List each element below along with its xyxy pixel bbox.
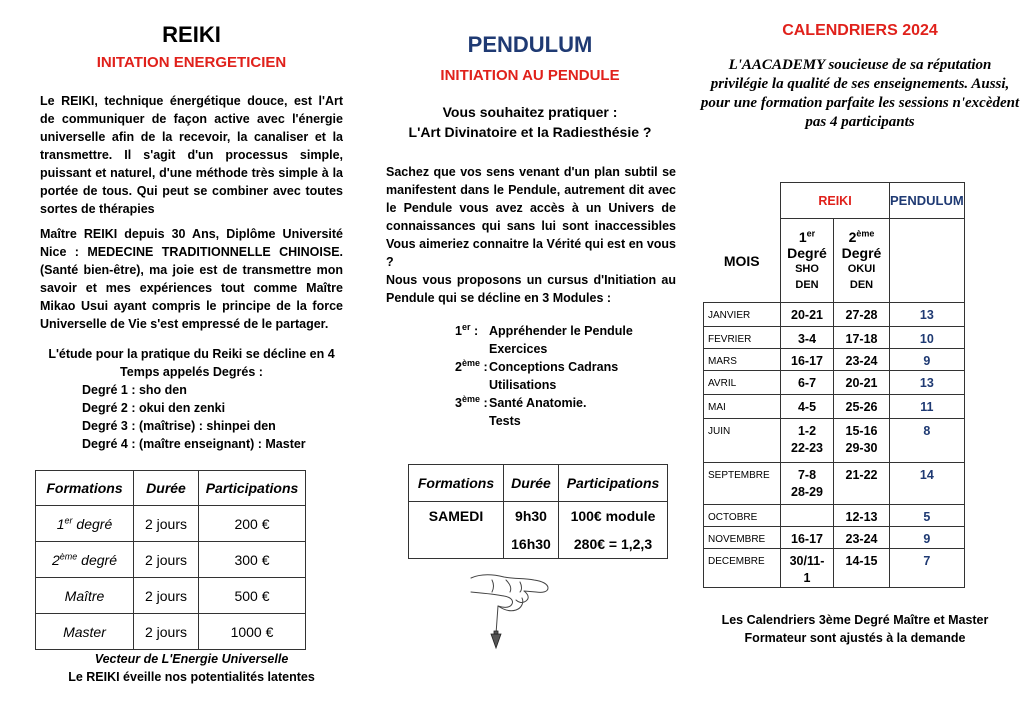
duration-cell: 2 jours: [134, 506, 199, 542]
reiki-title: REIKI: [162, 22, 221, 47]
hand-holding-pendulum-icon: [468, 568, 558, 652]
pendulum-title: PENDULUM: [467, 32, 593, 57]
duration-cell: 2 jours: [134, 542, 199, 578]
pendulum-participants: 8: [890, 419, 965, 463]
month-cell: DECEMBRE: [704, 549, 781, 588]
calendar-corner: [704, 183, 781, 303]
month-cell: FEVRIER: [704, 327, 781, 349]
price-cell: 100€ module: [559, 502, 668, 531]
table-row: [36, 614, 306, 650]
reiki-price-table: [35, 470, 306, 650]
price-cell: 280€ = 1,2,3: [559, 530, 668, 559]
duration-cell: 2 jours: [134, 614, 199, 650]
month-cell: NOVEMBRE: [704, 527, 781, 549]
month-cell: OCTOBRE: [704, 505, 781, 527]
pendulum-participants: 10: [890, 327, 965, 349]
reiki-degree-1-dates: 3-4: [781, 327, 834, 349]
table-row: [409, 530, 668, 559]
table-header: Participations: [559, 465, 668, 502]
reiki-master-degree: MEDECINE TRADITIONNELLE CHINOISE.: [87, 245, 344, 259]
calendar-row: [704, 327, 965, 349]
reiki-degree-item: Degré 1 : sho den: [82, 383, 187, 397]
reiki-study-intro: L'étude pour la pratique du Reiki se décline en 4 Temps appelés Degrés :: [48, 347, 335, 379]
reiki-degree-item: Degré 3 : (maîtrise) : shinpei den: [82, 419, 276, 433]
month-cell: AVRIL: [704, 371, 781, 395]
table-header: Formations: [409, 465, 504, 502]
formation-cell: 2ème degré: [36, 542, 134, 578]
table-row: [36, 506, 306, 542]
month-cell: SEPTEMBRE: [704, 463, 781, 505]
pendulum-subtitle: INITIATION AU PENDULE: [440, 67, 620, 84]
duration-cell: 2 jours: [134, 578, 199, 614]
pendulum-question: Vous souhaitez pratiquer :: [442, 104, 618, 120]
mois-header: MOIS: [723, 252, 760, 269]
calendar-row: [704, 463, 965, 505]
calendar-row: [704, 549, 965, 588]
calendar-footer: Les Calendriers 3ème Degré Maître et Master Formateur sont ajustés à la demande: [721, 613, 989, 645]
degree-1-header: 1er Degré SHO DEN: [781, 219, 834, 303]
reiki-intro: Le REIKI, technique énergétique douce, est l'Art de communiquer de façon active avec l'énergie universelle afin de la recevoir, la canaliser et la transmettre. Il s'agit d'un processus simple, puissant et naturel, d'une méthode très simple à la portée de tous. Qui peut se combiner avec toutes sortes de thérapies: [40, 94, 343, 216]
pendulum-participants: 13: [890, 303, 965, 327]
reiki-degrees-list: [82, 381, 306, 453]
reiki-degree-2-dates: 17-18: [834, 327, 890, 349]
table-row: [36, 578, 306, 614]
table-header: Participations: [199, 471, 306, 506]
pendulum-participants: 7: [890, 549, 965, 588]
calendar-row: [704, 349, 965, 371]
reiki-degree-2-dates: 20-21: [834, 371, 890, 395]
reiki-degree-2-dates: 15-16 29-30: [834, 419, 890, 463]
pendulum-column-header: PENDULUM: [890, 183, 965, 219]
pendulum-participants: 14: [890, 463, 965, 505]
reiki-master-rest: (Santé bien-être), ma joie est de transmettre mon savoir et mes expériences tout comme Maître Mikao Usui ayant compris le principe de la force Universelle de Vie s'est empressé de le partager.: [40, 263, 343, 331]
formation-cell: Maître: [36, 578, 134, 614]
price-cell: 500 €: [199, 578, 306, 614]
pendulum-price-table: [408, 464, 668, 559]
calendar-row: [704, 419, 965, 463]
duration-cell: 16h30: [504, 530, 559, 559]
duration-cell: 9h30: [504, 502, 559, 531]
reiki-degree-2-dates: 14-15: [834, 549, 890, 588]
month-cell: JUIN: [704, 419, 781, 463]
table-header: Durée: [504, 465, 559, 502]
reiki-degree-1-dates: 6-7: [781, 371, 834, 395]
calendar-row: [704, 371, 965, 395]
pendulum-participants: 13: [890, 371, 965, 395]
reiki-degree-1-dates: [781, 505, 834, 527]
pendulum-body-paragraph: Nous vous proposons un cursus d'Initiation au Pendule qui se décline en 3 Modules :: [386, 273, 676, 305]
pendulum-participants: 9: [890, 349, 965, 371]
reiki-subtitle: INITATION ENERGETICIEN: [96, 54, 287, 71]
price-cell: 1000 €: [199, 614, 306, 650]
reiki-degree-item: Degré 4 : (maître enseignant) : Master: [82, 437, 306, 451]
calendar-row: [704, 395, 965, 419]
table-row: [36, 542, 306, 578]
formation-cell: 1er degré: [36, 506, 134, 542]
calendar-row: [704, 527, 965, 549]
pendulum-header-empty: [890, 219, 965, 303]
reiki-degree-1-dates: 16-17: [781, 527, 834, 549]
month-cell: MARS: [704, 349, 781, 371]
month-cell: JANVIER: [704, 303, 781, 327]
pendulum-body: [386, 163, 676, 307]
formation-cell: Master: [36, 614, 134, 650]
table-row: [409, 502, 668, 531]
pendulum-question: L'Art Divinatoire et la Radiesthésie ?: [408, 124, 652, 140]
calendar-row: [704, 303, 965, 327]
pendulum-participants: 9: [890, 527, 965, 549]
calendar-title: CALENDRIERS 2024: [782, 22, 938, 39]
price-cell: 200 €: [199, 506, 306, 542]
reiki-master-text: [40, 225, 343, 333]
reiki-degree-2-dates: 21-22: [834, 463, 890, 505]
reiki-degree-1-dates: 16-17: [781, 349, 834, 371]
reiki-degree-1-dates: 7-8 28-29: [781, 463, 834, 505]
price-cell: 300 €: [199, 542, 306, 578]
reiki-column-header: REIKI: [781, 183, 890, 219]
reiki-degree-1-dates: 4-5: [781, 395, 834, 419]
reiki-degree-1-dates: 20-21: [781, 303, 834, 327]
reiki-degree-2-dates: 27-28: [834, 303, 890, 327]
month-cell: MAI: [704, 395, 781, 419]
degree-2-header: 2ème Degré OKUI DEN: [834, 219, 890, 303]
reiki-degree-2-dates: 23-24: [834, 349, 890, 371]
reiki-degree-1-dates: 30/11- 1: [781, 549, 834, 588]
pendulum-body-paragraph: Sachez que vos sens venant d'un plan subtil se manifestent dans le Pendule, autrement dit avec le Pendule vous avez accès à un Univers de connaissances qui sans lui sont inaccessibles Vous aimeriez connaitre la Vérité qui est en vous ?: [386, 165, 676, 269]
reiki-degree-2-dates: 12-13: [834, 505, 890, 527]
pendulum-participants: 11: [890, 395, 965, 419]
reiki-footer-subline: Le REIKI éveille nos potentialités latentes: [68, 670, 315, 684]
calendar-table: [703, 182, 965, 588]
reiki-master-prefix: Maître REIKI depuis 30 Ans, Diplôme Université Nice :: [40, 227, 343, 259]
day-cell: [409, 530, 504, 559]
calendar-row: [704, 505, 965, 527]
day-cell: SAMEDI: [409, 502, 504, 531]
reiki-degree-1-dates: 1-2 22-23: [781, 419, 834, 463]
reiki-degree-2-dates: 25-26: [834, 395, 890, 419]
pendulum-participants: 5: [890, 505, 965, 527]
reiki-footer-tagline: Vecteur de L'Energie Universelle: [94, 652, 289, 666]
calendar-intro: L'AACADEMY soucieuse de sa réputation privilégie la qualité de ses enseignements. Aussi, pour une formation parfaite les sessions n'excèdent pas 4 participants: [700, 57, 1020, 130]
table-header: Formations: [36, 471, 134, 506]
table-header: Durée: [134, 471, 199, 506]
reiki-degree-item: Degré 2 : okui den zenki: [82, 401, 226, 415]
reiki-degree-2-dates: 23-24: [834, 527, 890, 549]
